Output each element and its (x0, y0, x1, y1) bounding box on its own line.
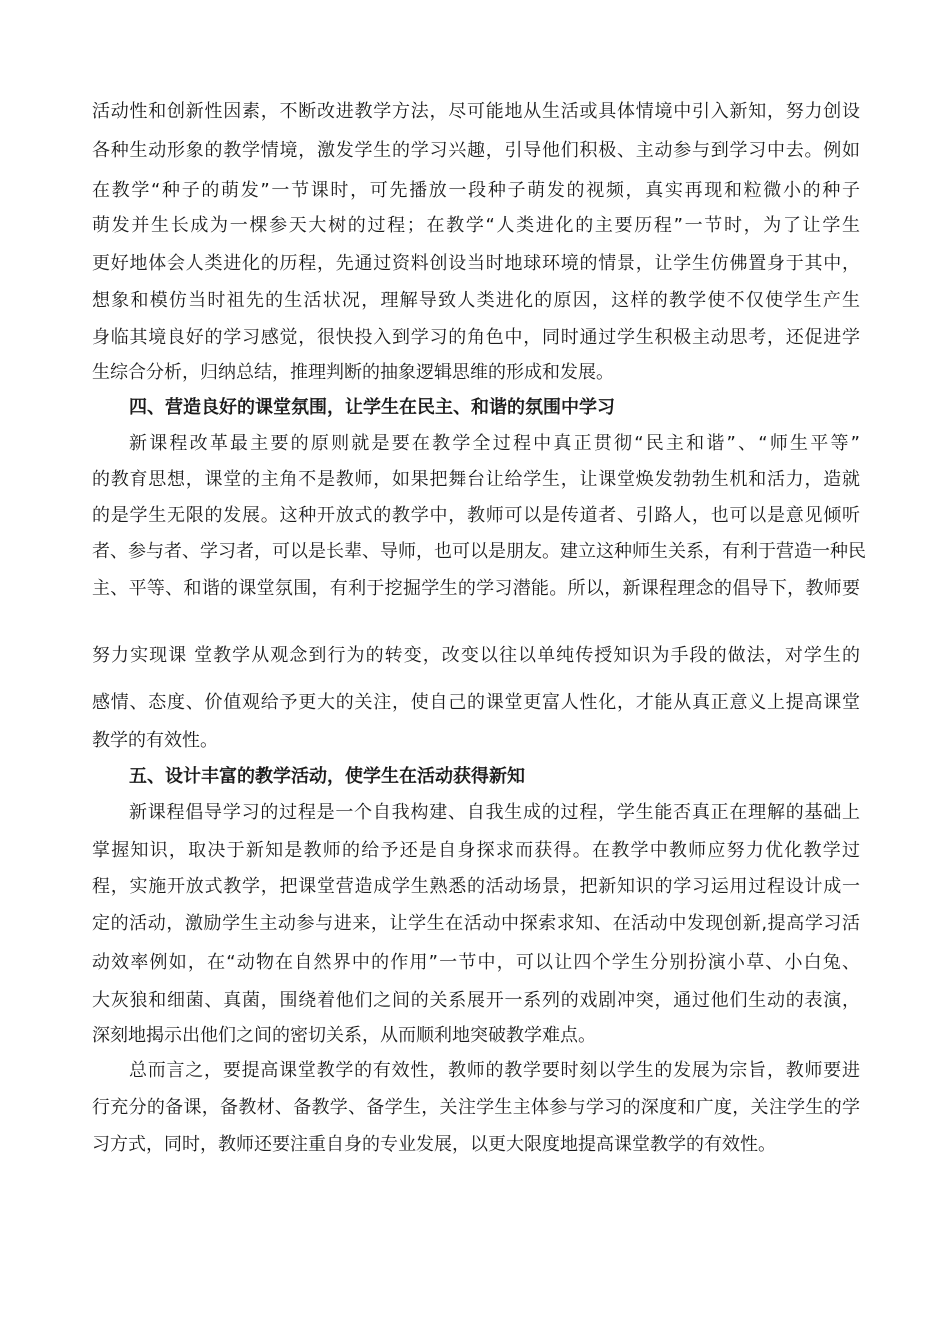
paragraph-line: 掌握知识，取决于新知是教师的给予还是自身探求而获得。在教学中教师应努力优化教学过 (92, 840, 860, 861)
paragraph-line: 程，实施开放式教学，把课堂营造成学生熟悉的活动场景，把新知识的学习运用过程设计成一 (92, 876, 860, 897)
paragraph-line: 主、平等、和谐的课堂氛围，有利于挖掘学生的学习潜能。所以，新课程理念的倡导下，教师要 (92, 578, 860, 599)
paragraph-line: 生综合分析，归纳总结，推理判断的抽象逻辑思维的形成和发展。 (92, 362, 614, 383)
paragraph-line: 努力实现课 堂教学从观念到行为的转变，改变以往以单纯传授知识为手段的做法，对学生的 (92, 645, 860, 666)
paragraph-line: 习方式，同时，教师还要注重自身的专业发展，以更大限度地提高课堂教学的有效性。 (92, 1134, 776, 1155)
paragraph-line: 定的活动，激励学生主动参与进来，让学生在活动中探索求知、在活动中发现创新,提高学习活 (92, 913, 860, 934)
paragraph-line: 大灰狼和细菌、真菌，围绕着他们之间的关系展开一系列的戏剧冲突，通过他们生动的表演， (92, 990, 860, 1011)
paragraph-line: 感情、态度、价值观给予更大的关注，使自己的课堂更富人性化，才能从真正意义上提高课堂 (92, 692, 860, 713)
paragraph-line: 身临其境良好的学习感觉，很快投入到学习的角色中，同时通过学生积极主动思考，还促进学 (92, 327, 860, 348)
paragraph-line: 者、参与者、学习者，可以是长辈、导师，也可以是朋友。建立这种师生关系，有利于营造一种民 (92, 541, 866, 562)
paragraph-line: 深刻地揭示出他们之间的密切关系，从而顺利地突破教学难点。 (92, 1025, 596, 1046)
paragraph-line: 新课程改革最主要的原则就是要在教学全过程中真正贯彻“民主和谐”、“师生平等” (129, 433, 860, 454)
paragraph-line: 新课程倡导学习的过程是一个自我构建、自我生成的过程，学生能否真正在理解的基础上 (129, 802, 860, 823)
paragraph-line: 总而言之，要提高课堂教学的有效性，教师的教学要时刻以学生的发展为宗旨，教师要进 (129, 1060, 860, 1081)
section-heading: 五、设计丰富的教学活动，使学生在活动获得新知 (129, 766, 525, 787)
paragraph-line: 行充分的备课，备教材、备教学、备学生，关注学生主体参与学习的深度和广度，关注学生的学 (92, 1097, 860, 1118)
paragraph-line: 的教育思想，课堂的主角不是教师，如果把舞台让给学生，让课堂焕发勃勃生机和活力，造就 (92, 469, 860, 490)
paragraph-line: 活动性和创新性因素，不断改进教学方法，尽可能地从生活或具体情境中引入新知，努力创设 (92, 101, 860, 122)
paragraph-line: 各种生动形象的教学情境，激发学生的学习兴趣，引导他们积极、主动参与到学习中去。例如 (92, 140, 860, 161)
paragraph-line: 在教学“种子的萌发”一节课时，可先播放一段种子萌发的视频，真实再现和粒微小的种子 (92, 180, 860, 201)
paragraph-line: 动效率例如，在“动物在自然界中的作用”一节中，可以让四个学生分别扮演小草、小白兔、 (92, 952, 860, 973)
section-heading: 四、营造良好的课堂氛围，让学生在民主、和谐的氛围中学习 (129, 397, 615, 418)
paragraph-line: 想象和模仿当时祖先的生活状况，理解导致人类进化的原因，这样的教学使不仅使学生产生 (92, 290, 860, 311)
paragraph-line: 更好地体会人类进化的历程，先通过资料创设当时地球环境的情景，让学生仿佛置身于其中， (92, 253, 860, 274)
paragraph-line: 的是学生无限的发展。这种开放式的教学中，教师可以是传道者、引路人，也可以是意见倾听 (92, 505, 860, 526)
paragraph-line: 萌发并生长成为一棵参天大树的过程；在教学“人类进化的主要历程”一节时，为了让学生 (92, 215, 860, 236)
paragraph-line: 教学的有效性。 (92, 730, 218, 751)
